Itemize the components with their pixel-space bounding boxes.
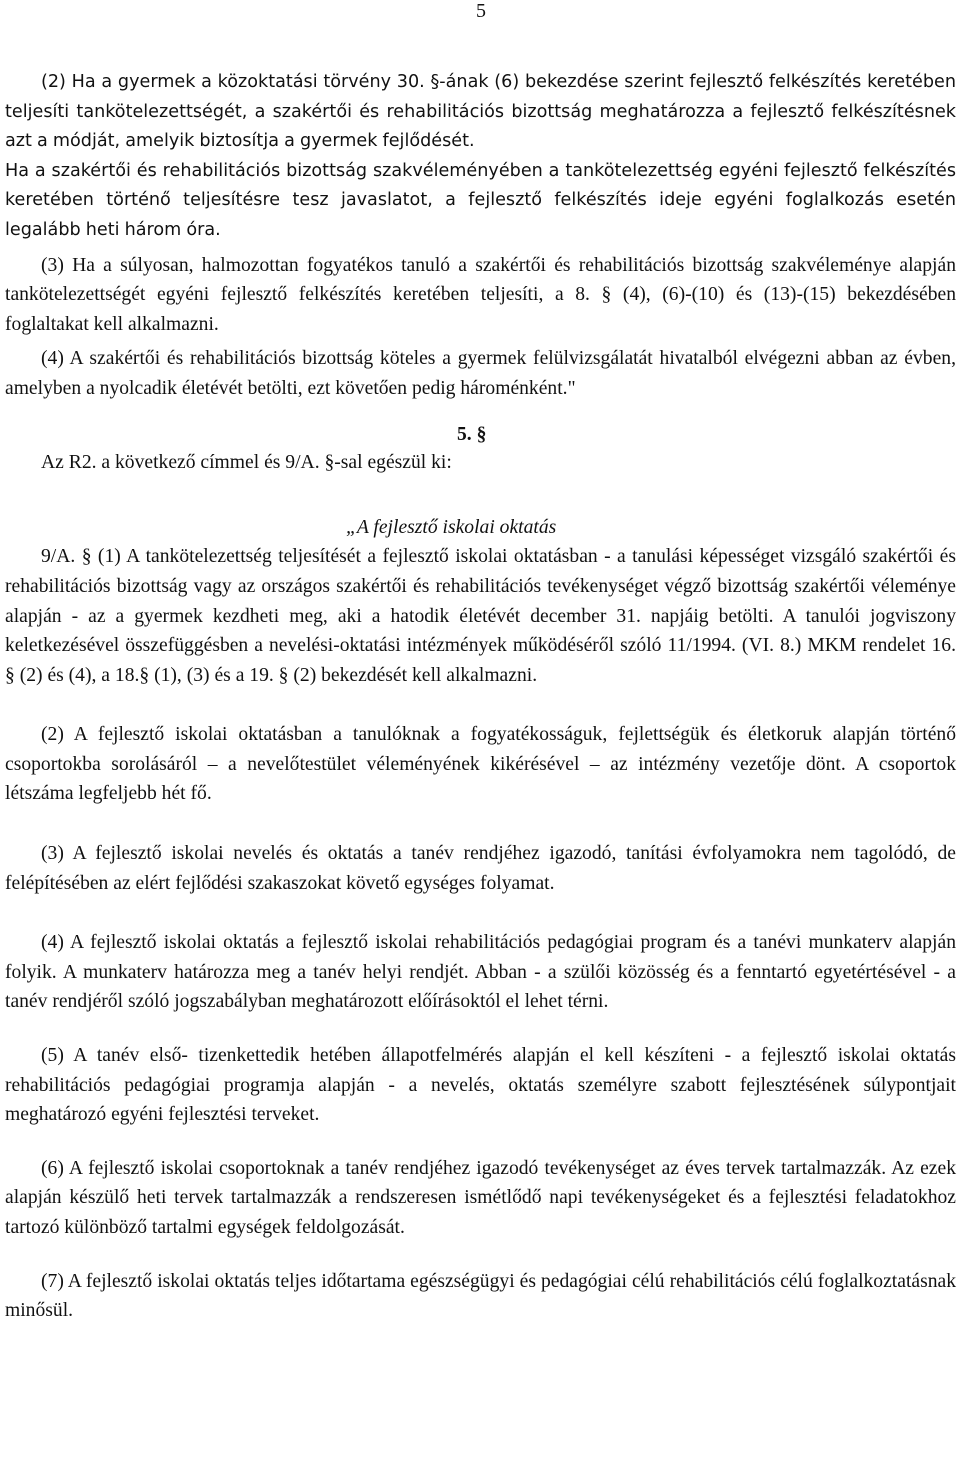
- page-number: 5: [476, 0, 486, 22]
- article-9a-paragraph-2: (2) A fejlesztő iskolai oktatásban a tanulóknak a fogyatékosságuk, fejlettségük és életkoruk alapján történő csoportokba sorolásáról – a nevelőtestület véleményének kikérésével – az intézmény vezetője dönt. A csoportok létszáma legfeljebb hét fő.: [5, 724, 956, 805]
- article-9a-paragraph-7: (7) A fejlesztő iskolai oktatás teljes időtartama egészségügyi és pedagógiai célú rehabilitációs célú foglalkoztatásnak minősül.: [5, 1270, 956, 1322]
- paragraph-4: (4) A szakértői és rehabilitációs bizottság köteles a gyermek felülvizsgálatát hivatalból elvégezni abban az évben, amelyben a nyolcadik életévét betölti, ezt követően pedig hároménként.": [5, 348, 956, 399]
- document-body: [5, 68, 956, 1326]
- section-intro: Az R2. a következő címmel és 9/A. §-sal egészül ki:: [41, 452, 452, 474]
- section-heading: „A fejlesztő iskolai oktatás: [346, 516, 557, 538]
- article-9a-paragraph-6: (6) A fejlesztő iskolai csoportoknak a tanév rendjéhez igazodó tevékenységet az éves tervek tartalmazzák. Az ezek alapján készülő heti tervek tartalmazzák a rendszeresen ismétlődő napi tevékenységeket és a fejlesztési feladatokhoz tartozó különböző tartalmi egységek feldolgozását.: [5, 1157, 956, 1238]
- paragraph-3: (3) Ha a súlyosan, halmozottan fogyatékos tanuló a szakértői és rehabilitációs bizottság szakvéleménye alapján tankötelezettségét egyéni fejlesztő felkészítés keretében teljesíti, a 8. § (4), (6)-(10) és (13)-(15) bekezdésében foglaltakat kell alkalmazni.: [5, 254, 956, 335]
- article-9a-paragraph-3: (3) A fejlesztő iskolai nevelés és oktatás a tanév rendjéhez igazodó, tanítási évfolyamokra nem tagolódó, de felépítésében az elért fejlődési szakaszokat követő egységes folyamat.: [5, 843, 956, 894]
- article-9a-paragraph-4: (4) A fejlesztő iskolai oktatás a fejlesztő iskolai rehabilitációs pedagógiai program és a tanévi munkaterv alapján folyik. A munkaterv határozza meg a tanév helyi rendjét. Abban - a szülői közösség és a fenntartó egyetértésével - a tanév rendjéről szóló jogszabályban meghatározott előírásoktól el lehet térni.: [5, 932, 956, 1013]
- section-number: 5. §: [457, 423, 487, 445]
- article-9a-paragraph-1: 9/A. § (1) A tankötelezettség teljesítését a fejlesztő iskolai oktatásban - a tanulási képességet vizsgáló szakértői és rehabilitációs bizottság vagy az országos szakértői és rehabilitációs tevékenységet végző bizottság szakértői véleménye alapján - az a gyermek kezdheti meg, aki a hatodik életévét december 31. napjáig betölti. A tanulói jogviszony keletkezésével összefüggésben a nevelési-oktatási intézmények működéséről szóló 11/1994. (VI. 8.) MKM rendelet 16. § (2) és (4), a 18.§ (1), (3) és a 19. § (2) bekezdését kell alkalmazni.: [5, 546, 956, 686]
- article-9a-paragraph-5: (5) A tanév első- tizenkettedik hetében állapotfelmérés alapján el kell készíteni - a fejlesztő iskolai oktatás rehabilitációs pedagógiai programja alapján - a nevelés, oktatás személyre szabott fejlesztésének súlypontjait meghatározó egyéni fejlesztési terveket.: [5, 1045, 956, 1126]
- paragraph-2: (2) Ha a gyermek a közoktatási törvény 30. §-ának (6) bekezdése szerint fejlesztő felkészítés keretében teljesíti tankötelezettségét, a szakértői és rehabilitációs bizottság meghatározza a fejlesztő felkészítésnek azt a módját, amelyik biztosítja a gyermek fejlődését.: [5, 72, 956, 152]
- paragraph-2-continued: Ha a szakértői és rehabilitációs bizottság szakvéleményében a tankötelezettség egyéni fejlesztő felkészítés keretében történő teljesítésre tesz javaslatot, a fejlesztő felkészítés ideje egyéni foglalkozás esetén legalább heti három óra.: [5, 160, 956, 240]
